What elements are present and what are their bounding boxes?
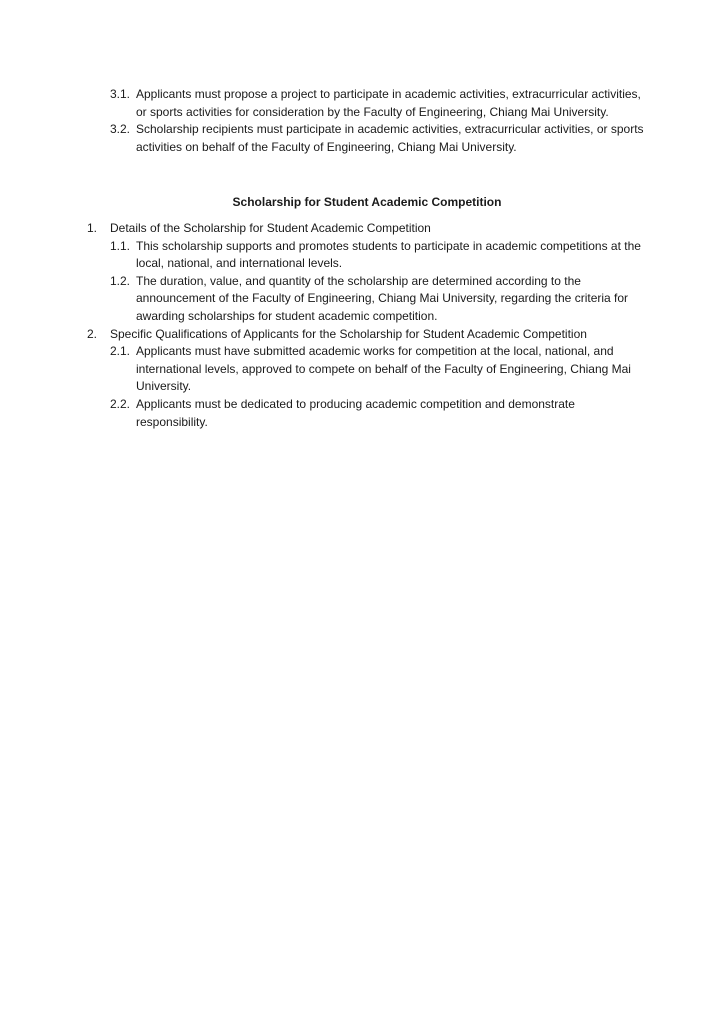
- item-text: Applicants must propose a project to participate in academic activities, extracurricular activities, or sports activities for consideration by the Faculty of Engineering, Chiang Mai University.: [136, 87, 641, 119]
- item-text: This scholarship supports and promotes students to participate in academic competitions at the local, national, and international levels.: [136, 238, 641, 271]
- item-text: Specific Qualifications of Applicants for the Scholarship for Student Academic Competition: [110, 326, 587, 341]
- list-item: [87, 220, 647, 238]
- list-item: [110, 86, 647, 121]
- item-text: The duration, value, and quantity of the scholarship are determined according to the announcement of the Faculty of Engineering, Chiang Mai University, regarding the criteria for awarding scholarships for student academic competition.: [136, 273, 629, 323]
- sub-list-item: [110, 343, 647, 396]
- item-number: 1.: [87, 220, 98, 235]
- sub-list-item: [110, 273, 647, 326]
- item-text: Scholarship recipients must participate in academic activities, extracurricular activities, or sports activities on behalf of the Faculty of Engineering, Chiang Mai University.: [136, 122, 644, 154]
- section-title-text: Scholarship for Student Academic Competition: [232, 195, 502, 210]
- document-body: [87, 86, 647, 431]
- item-text: Applicants must be dedicated to producing academic competition and demonstrate responsibility.: [136, 396, 575, 429]
- sub-list-item: [110, 238, 647, 273]
- list-item: [110, 121, 647, 156]
- list-item: [87, 326, 647, 344]
- item-number: 3.2.: [110, 122, 131, 137]
- item-number: 2.2.: [110, 396, 131, 411]
- item-text: Applicants must have submitted academic works for competition at the local, national, and international levels, approved to compete on behalf of the Faculty of Engineering, Chiang Mai University.: [136, 344, 631, 394]
- item-number: 1.1.: [110, 238, 131, 253]
- item-number: 2.1.: [110, 344, 131, 359]
- item-number: 3.1.: [110, 87, 131, 101]
- section-title: [87, 194, 647, 212]
- item-number: 1.2.: [110, 273, 131, 288]
- item-text: Details of the Scholarship for Student Academic Competition: [110, 220, 431, 235]
- item-number: 2.: [87, 326, 98, 341]
- sub-list-item: [110, 396, 647, 431]
